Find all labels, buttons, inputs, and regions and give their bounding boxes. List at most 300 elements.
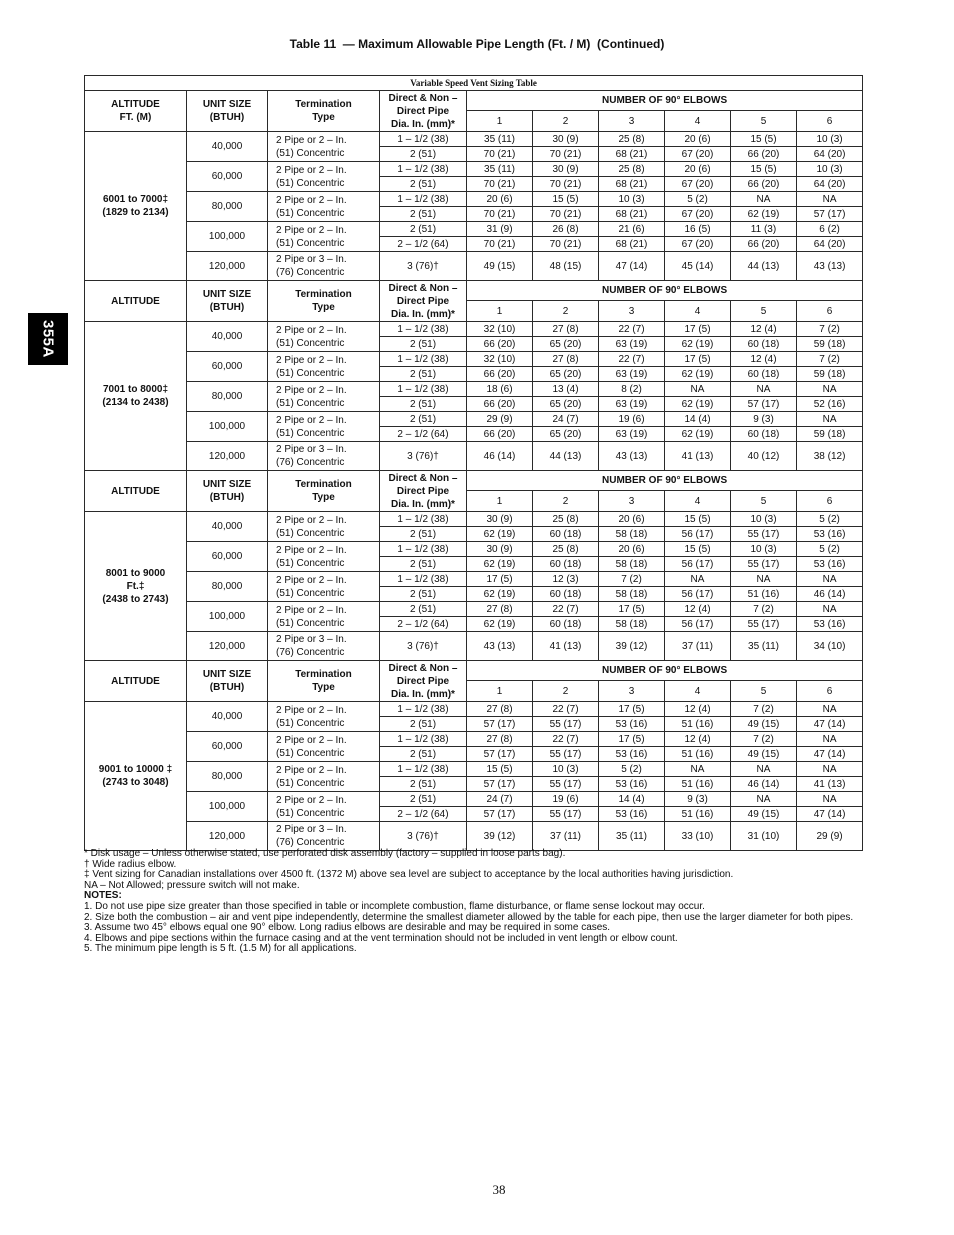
termination-line: (51) Concentric (276, 807, 345, 819)
unit-size-cell: 100,000 (187, 792, 268, 822)
max-length-cell: 27 (8) (467, 702, 533, 717)
max-length-cell: 63 (19) (599, 397, 665, 412)
max-length-cell: 53 (16) (797, 617, 863, 632)
pipe-diameter-cell: 2 (51) (380, 397, 467, 412)
header-unit-size-line: UNIT SIZE (202, 99, 252, 110)
header-altitude (85, 471, 187, 512)
table-body (85, 76, 863, 851)
table-row (85, 222, 863, 237)
max-length-cell: 15 (5) (665, 512, 731, 527)
termination-cell (268, 632, 380, 661)
unit-size-cell: 100,000 (187, 222, 268, 252)
max-length-cell: 45 (14) (665, 252, 731, 281)
termination-line: (51) Concentric (276, 427, 345, 439)
max-length-cell: 17 (5) (467, 572, 533, 587)
max-length-cell: 55 (17) (533, 717, 599, 732)
max-length-cell: 17 (5) (665, 322, 731, 337)
pipe-diameter-cell: 1 – 1/2 (38) (380, 322, 467, 337)
pipe-diameter-cell: 1 – 1/2 (38) (380, 352, 467, 367)
header-elbows: NUMBER OF 90° ELBOWS (467, 661, 863, 681)
max-length-cell: 11 (3) (731, 222, 797, 237)
max-length-cell: 5 (2) (797, 512, 863, 527)
max-length-cell: 47 (14) (797, 747, 863, 762)
header-unit-size-line: (BTUH) (209, 682, 245, 693)
table-row (85, 632, 863, 661)
header-elbow-count: 6 (797, 301, 863, 322)
max-length-cell: 64 (20) (797, 147, 863, 162)
max-length-cell: 9 (3) (665, 792, 731, 807)
table-row (85, 162, 863, 177)
max-length-cell: 25 (8) (599, 132, 665, 147)
header-unit-size-line: UNIT SIZE (202, 289, 252, 300)
note: 1. Do not use pipe size greater than those specified in table or incomplete combustion, flame disturbance, or flame sense lockout may occur. (84, 900, 705, 912)
header-pipe-diameter-line: Direct Pipe (396, 295, 450, 307)
max-length-cell: 25 (8) (599, 162, 665, 177)
pipe-diameter-cell: 2 (51) (380, 337, 467, 352)
max-length-cell: 62 (19) (467, 617, 533, 632)
header-termination-line: Type (312, 302, 335, 313)
header-altitude (85, 661, 187, 702)
max-length-cell: 65 (20) (533, 337, 599, 352)
max-length-cell: 27 (8) (533, 352, 599, 367)
note: 5. The minimum pipe length is 5 ft. (1.5 M) for all applications. (84, 943, 357, 955)
max-length-cell: 10 (3) (731, 512, 797, 527)
footnote: ‡ Vent sizing for Canadian installations over 4500 ft. (1372 M) above sea level are subject to acceptance by the local authorities having jurisdiction. (84, 869, 734, 881)
max-length-cell: 43 (13) (467, 632, 533, 661)
unit-size-cell: 120,000 (187, 252, 268, 281)
termination-line: (51) Concentric (276, 397, 345, 409)
max-length-cell: 62 (19) (665, 367, 731, 382)
table-caption: Variable Speed Vent Sizing Table (85, 76, 863, 91)
page-title: Table 11 — Maximum Allowable Pipe Length (Ft. / M) (Continued) (289, 37, 665, 51)
header-pipe-diameter-line: Dia. In. (mm)* (391, 118, 455, 130)
pipe-diameter-cell: 1 – 1/2 (38) (380, 162, 467, 177)
table-row (85, 192, 863, 207)
max-length-cell: 25 (8) (533, 512, 599, 527)
table-row (85, 542, 863, 557)
termination-line: 2 Pipe or 2 – In. (276, 164, 347, 176)
max-length-cell: 19 (6) (533, 792, 599, 807)
header-altitude (85, 281, 187, 322)
max-length-cell: 66 (20) (467, 337, 533, 352)
max-length-cell: NA (797, 602, 863, 617)
footnote: * Disk usage – Unless otherwise stated, use perforated disk assembly (factory – supplied in loose parts bag). (84, 848, 566, 859)
note: 3. Assume two 45° elbows equal one 90° elbow. Long radius elbows are desirable and may be required in some cases. (84, 922, 611, 934)
max-length-cell: 16 (5) (665, 222, 731, 237)
termination-cell (268, 162, 380, 192)
footnotes (84, 849, 853, 955)
max-length-cell: 35 (11) (731, 632, 797, 661)
max-length-cell: 68 (21) (599, 237, 665, 252)
max-length-cell: 65 (20) (533, 367, 599, 382)
header-elbows: NUMBER OF 90° ELBOWS (467, 281, 863, 301)
max-length-cell: 41 (13) (797, 777, 863, 792)
termination-line: (51) Concentric (276, 147, 345, 159)
max-length-cell: 56 (17) (665, 557, 731, 572)
termination-line: 2 Pipe or 3 – In. (276, 824, 347, 835)
max-length-cell: 30 (9) (533, 132, 599, 147)
max-length-cell: 26 (8) (533, 222, 599, 237)
termination-line: 2 Pipe or 3 – In. (276, 444, 347, 455)
max-length-cell: 58 (18) (599, 527, 665, 542)
max-length-cell: 60 (18) (533, 587, 599, 602)
header-altitude (85, 91, 187, 132)
max-length-cell: 20 (6) (599, 542, 665, 557)
header-row (85, 281, 863, 301)
termination-line: (51) Concentric (276, 337, 345, 349)
max-length-cell: 38 (12) (797, 442, 863, 471)
max-length-cell: 30 (9) (467, 512, 533, 527)
table-row (85, 322, 863, 337)
max-length-cell: 37 (11) (665, 632, 731, 661)
pipe-diameter-cell: 1 – 1/2 (38) (380, 702, 467, 717)
unit-size-cell: 60,000 (187, 732, 268, 762)
max-length-cell: 57 (17) (467, 717, 533, 732)
termination-line: 2 Pipe or 2 – In. (276, 704, 347, 716)
table-row (85, 572, 863, 587)
altitude-cell (85, 132, 187, 281)
header-termination-type (268, 661, 380, 702)
unit-size-cell: 60,000 (187, 352, 268, 382)
max-length-cell: 12 (4) (731, 322, 797, 337)
max-length-cell: 66 (20) (467, 427, 533, 442)
max-length-cell: 14 (4) (665, 412, 731, 427)
termination-line: 2 Pipe or 2 – In. (276, 514, 347, 526)
max-length-cell: 57 (17) (467, 747, 533, 762)
header-pipe-diameter-line: Direct & Non – (388, 662, 458, 674)
table-row (85, 252, 863, 281)
termination-cell (268, 602, 380, 632)
max-length-cell: 66 (20) (731, 177, 797, 192)
side-tab (28, 313, 68, 365)
termination-cell (268, 512, 380, 542)
max-length-cell: 55 (17) (533, 777, 599, 792)
max-length-cell: 66 (20) (467, 397, 533, 412)
header-elbow-count: 4 (665, 491, 731, 512)
header-elbow-count: 3 (599, 491, 665, 512)
termination-line: 2 Pipe or 2 – In. (276, 224, 347, 236)
header-pipe-diameter (380, 91, 467, 132)
max-length-cell: 62 (19) (665, 427, 731, 442)
pipe-diameter-cell: 1 – 1/2 (38) (380, 512, 467, 527)
header-altitude-line: FT. (M) (119, 112, 152, 123)
table-row (85, 352, 863, 367)
termination-cell (268, 252, 380, 281)
termination-line: 2 Pipe or 2 – In. (276, 194, 347, 206)
header-elbow-count: 1 (467, 301, 533, 322)
max-length-cell: NA (797, 702, 863, 717)
header-elbow-count: 3 (599, 111, 665, 132)
max-length-cell: 10 (3) (731, 542, 797, 557)
pipe-diameter-cell: 2 (51) (380, 557, 467, 572)
header-pipe-diameter (380, 471, 467, 512)
table-row (85, 762, 863, 777)
notes-heading: NOTES: (84, 890, 122, 902)
unit-size-cell: 40,000 (187, 702, 268, 732)
max-length-cell: 63 (19) (599, 337, 665, 352)
max-length-cell: 66 (20) (731, 237, 797, 252)
max-length-cell: 10 (3) (797, 162, 863, 177)
header-unit-size (187, 281, 268, 322)
header-pipe-diameter-line: Direct & Non – (388, 282, 458, 294)
max-length-cell: 70 (21) (467, 177, 533, 192)
max-length-cell: 59 (18) (797, 367, 863, 382)
header-pipe-diameter (380, 281, 467, 322)
unit-size-cell: 40,000 (187, 322, 268, 352)
max-length-cell: 8 (2) (599, 382, 665, 397)
max-length-cell: NA (797, 382, 863, 397)
header-pipe-diameter-line: Dia. In. (mm)* (391, 498, 455, 510)
termination-line: (51) Concentric (276, 207, 345, 219)
max-length-cell: NA (731, 762, 797, 777)
unit-size-cell: 40,000 (187, 132, 268, 162)
max-length-cell: 24 (7) (533, 412, 599, 427)
max-length-cell: 66 (20) (731, 147, 797, 162)
unit-size-cell: 120,000 (187, 632, 268, 661)
footnote: NA – Not Allowed; pressure switch will not make. (84, 879, 300, 891)
max-length-cell: 53 (16) (599, 807, 665, 822)
termination-cell (268, 192, 380, 222)
max-length-cell: 57 (17) (467, 807, 533, 822)
max-length-cell: NA (797, 792, 863, 807)
max-length-cell: 53 (16) (797, 527, 863, 542)
termination-cell (268, 382, 380, 412)
termination-cell (268, 222, 380, 252)
max-length-cell: 20 (6) (665, 132, 731, 147)
table-row (85, 382, 863, 397)
max-length-cell: 7 (2) (797, 322, 863, 337)
unit-size-cell: 60,000 (187, 542, 268, 572)
max-length-cell: 56 (17) (665, 527, 731, 542)
max-length-cell: 24 (7) (467, 792, 533, 807)
max-length-cell: 51 (16) (665, 777, 731, 792)
header-elbow-count: 5 (731, 111, 797, 132)
max-length-cell: 27 (8) (533, 322, 599, 337)
max-length-cell: 10 (3) (797, 132, 863, 147)
max-length-cell: 55 (17) (731, 617, 797, 632)
max-length-cell: 65 (20) (533, 427, 599, 442)
altitude-cell (85, 322, 187, 471)
max-length-cell: 66 (20) (467, 367, 533, 382)
max-length-cell: 12 (4) (665, 732, 731, 747)
header-elbow-count: 2 (533, 491, 599, 512)
header-termination-type (268, 471, 380, 512)
header-unit-size-line: (BTUH) (209, 302, 245, 313)
altitude-line: 6001 to 7000‡ (102, 194, 169, 205)
header-unit-size (187, 661, 268, 702)
unit-size-cell: 60,000 (187, 162, 268, 192)
max-length-cell: 51 (16) (731, 587, 797, 602)
termination-line: 2 Pipe or 2 – In. (276, 544, 347, 556)
header-elbow-count: 4 (665, 111, 731, 132)
termination-line: (51) Concentric (276, 777, 345, 789)
termination-cell (268, 542, 380, 572)
max-length-cell: 35 (11) (467, 162, 533, 177)
max-length-cell: 43 (13) (797, 252, 863, 281)
pipe-diameter-cell: 2 (51) (380, 147, 467, 162)
side-tab-label: 355A (39, 320, 57, 358)
unit-size-cell: 100,000 (187, 602, 268, 632)
termination-line: 2 Pipe or 2 – In. (276, 794, 347, 806)
pipe-diameter-cell: 2 (51) (380, 747, 467, 762)
pipe-diameter-cell: 2 (51) (380, 222, 467, 237)
max-length-cell: 58 (18) (599, 557, 665, 572)
table-row (85, 792, 863, 807)
max-length-cell: 62 (19) (665, 397, 731, 412)
vent-sizing-table (84, 75, 863, 851)
max-length-cell: 70 (21) (467, 207, 533, 222)
header-unit-size-line: UNIT SIZE (202, 479, 252, 490)
max-length-cell: 25 (8) (533, 542, 599, 557)
max-length-cell: 17 (5) (599, 602, 665, 617)
max-length-cell: 47 (14) (599, 252, 665, 281)
table-row (85, 512, 863, 527)
max-length-cell: 17 (5) (599, 732, 665, 747)
pipe-diameter-cell: 2 (51) (380, 587, 467, 602)
max-length-cell: 20 (6) (467, 192, 533, 207)
max-length-cell: NA (665, 762, 731, 777)
max-length-cell: 63 (19) (599, 427, 665, 442)
pipe-diameter-cell: 1 – 1/2 (38) (380, 542, 467, 557)
max-length-cell: 49 (15) (731, 717, 797, 732)
altitude-line: 9001 to 10000 ‡ (98, 764, 173, 775)
max-length-cell: 47 (14) (797, 807, 863, 822)
pipe-diameter-cell: 2 – 1/2 (64) (380, 617, 467, 632)
termination-line: (51) Concentric (276, 587, 345, 599)
max-length-cell: 12 (4) (665, 702, 731, 717)
max-length-cell: 60 (18) (533, 557, 599, 572)
max-length-cell: 15 (5) (665, 542, 731, 557)
note: 4. Elbows and pipe sections within the furnace casing and at the vent termination should not be included in vent length or elbow count. (84, 932, 678, 944)
pipe-diameter-cell: 2 (51) (380, 412, 467, 427)
pipe-diameter-cell: 3 (76)† (380, 632, 467, 661)
max-length-cell: 40 (12) (731, 442, 797, 471)
header-termination-line: Termination (295, 289, 352, 300)
max-length-cell: 70 (21) (467, 237, 533, 252)
max-length-cell: 65 (20) (533, 397, 599, 412)
max-length-cell: 51 (16) (665, 807, 731, 822)
max-length-cell: 55 (17) (533, 807, 599, 822)
max-length-cell: 62 (19) (665, 337, 731, 352)
header-elbow-count: 4 (665, 681, 731, 702)
header-pipe-diameter (380, 661, 467, 702)
pipe-diameter-cell: 3 (76)† (380, 252, 467, 281)
unit-size-cell: 80,000 (187, 382, 268, 412)
max-length-cell: NA (797, 762, 863, 777)
termination-line: (51) Concentric (276, 367, 345, 379)
pipe-diameter-cell: 2 (51) (380, 207, 467, 222)
termination-cell (268, 132, 380, 162)
max-length-cell: 62 (19) (467, 557, 533, 572)
max-length-cell: 60 (18) (731, 427, 797, 442)
header-termination-line: Termination (295, 669, 352, 680)
header-row (85, 91, 863, 111)
max-length-cell: 7 (2) (731, 602, 797, 617)
header-unit-size (187, 471, 268, 512)
header-termination-line: Termination (295, 99, 352, 110)
max-length-cell: NA (731, 382, 797, 397)
table-row (85, 132, 863, 147)
header-unit-size-line: (BTUH) (209, 492, 245, 503)
pipe-diameter-cell: 1 – 1/2 (38) (380, 762, 467, 777)
max-length-cell: NA (797, 572, 863, 587)
header-termination-type (268, 281, 380, 322)
max-length-cell: 67 (20) (665, 147, 731, 162)
table-row (85, 822, 863, 851)
max-length-cell: 70 (21) (467, 147, 533, 162)
max-length-cell: 27 (8) (467, 732, 533, 747)
termination-line: (76) Concentric (276, 647, 345, 658)
termination-line: 2 Pipe or 2 – In. (276, 604, 347, 616)
pipe-diameter-cell: 1 – 1/2 (38) (380, 192, 467, 207)
max-length-cell: 15 (5) (731, 162, 797, 177)
max-length-cell: 5 (2) (665, 192, 731, 207)
table-row (85, 702, 863, 717)
max-length-cell: 70 (21) (533, 207, 599, 222)
unit-size-cell: 80,000 (187, 572, 268, 602)
termination-cell (268, 412, 380, 442)
header-elbow-count: 5 (731, 681, 797, 702)
max-length-cell: 56 (17) (665, 617, 731, 632)
altitude-line: Ft.‡ (126, 580, 145, 592)
header-unit-size (187, 91, 268, 132)
altitude-line: 8001 to 9000 (105, 567, 166, 579)
note: 2. Size both the combustion – air and vent pipe independently, determine the smallest diameter allowed by the table for each pipe, then use the larger diameter for both pipes. (84, 911, 854, 923)
termination-cell (268, 442, 380, 471)
max-length-cell: NA (797, 732, 863, 747)
max-length-cell: 20 (6) (665, 162, 731, 177)
max-length-cell: NA (731, 572, 797, 587)
pipe-diameter-cell: 2 (51) (380, 602, 467, 617)
termination-line: 2 Pipe or 2 – In. (276, 764, 347, 776)
table-row (85, 602, 863, 617)
header-elbow-count: 3 (599, 681, 665, 702)
termination-line: 2 Pipe or 2 – In. (276, 324, 347, 336)
header-elbow-count: 2 (533, 111, 599, 132)
max-length-cell: 46 (14) (467, 442, 533, 471)
max-length-cell: 29 (9) (467, 412, 533, 427)
max-length-cell: 39 (12) (467, 822, 533, 851)
max-length-cell: 43 (13) (599, 442, 665, 471)
pipe-diameter-cell: 2 (51) (380, 367, 467, 382)
termination-line: 2 Pipe or 3 – In. (276, 254, 347, 265)
header-pipe-diameter-line: Dia. In. (mm)* (391, 308, 455, 320)
max-length-cell: 33 (10) (665, 822, 731, 851)
max-length-cell: 64 (20) (797, 237, 863, 252)
max-length-cell: 60 (18) (731, 337, 797, 352)
max-length-cell: 37 (11) (533, 822, 599, 851)
header-elbow-count: 4 (665, 301, 731, 322)
header-pipe-diameter-line: Direct & Non – (388, 472, 458, 484)
max-length-cell: 52 (16) (797, 397, 863, 412)
pipe-diameter-cell: 1 – 1/2 (38) (380, 132, 467, 147)
max-length-cell: NA (665, 382, 731, 397)
termination-line: (51) Concentric (276, 237, 345, 249)
max-length-cell: 22 (7) (533, 602, 599, 617)
header-termination-line: Type (312, 682, 335, 693)
header-unit-size-line: (BTUH) (209, 112, 245, 123)
max-length-cell: 12 (3) (533, 572, 599, 587)
termination-cell (268, 322, 380, 352)
termination-line: 2 Pipe or 2 – In. (276, 384, 347, 396)
max-length-cell: 59 (18) (797, 427, 863, 442)
max-length-cell: 22 (7) (599, 352, 665, 367)
max-length-cell: 67 (20) (665, 207, 731, 222)
max-length-cell: 68 (21) (599, 147, 665, 162)
altitude-line: 7001 to 8000‡ (102, 384, 169, 395)
termination-line: (51) Concentric (276, 717, 345, 729)
termination-cell (268, 572, 380, 602)
